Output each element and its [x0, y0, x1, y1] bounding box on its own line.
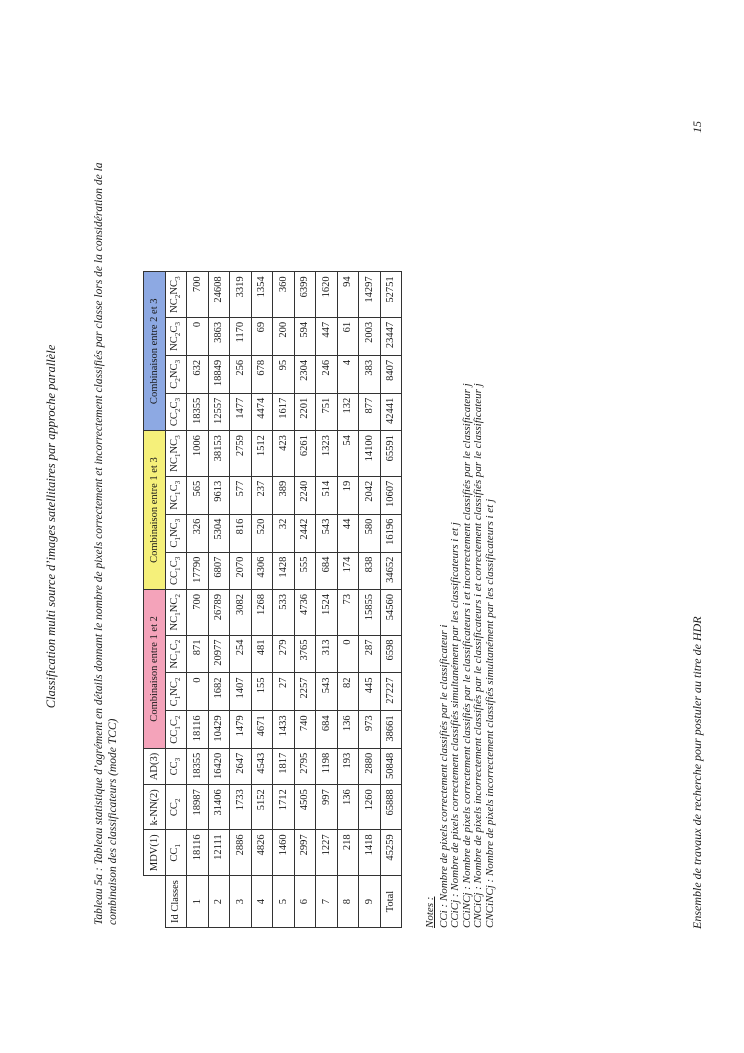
value-cell: 61	[337, 317, 359, 355]
value-cell: 389	[273, 476, 295, 514]
value-cell: 423	[273, 431, 295, 477]
value-cell: 1617	[273, 393, 295, 430]
value-cell: 1477	[230, 393, 252, 430]
value-cell: 18116	[187, 830, 209, 876]
table-row	[316, 272, 338, 928]
value-cell: 27227	[380, 673, 402, 711]
value-cell: 38153	[208, 431, 230, 477]
class-id-cell: 9	[359, 876, 381, 928]
combination-group-3: Combinaison entre 2 et 3	[144, 272, 166, 431]
value-cell: 136	[337, 711, 359, 748]
value-cell: 700	[187, 589, 209, 635]
notes-title: Notes :	[424, 896, 436, 928]
value-cell: 287	[359, 635, 381, 673]
value-cell: 10429	[208, 711, 230, 748]
value-cell: 4736	[294, 589, 316, 635]
value-cell: 16196	[380, 514, 402, 552]
value-cell: 27	[273, 673, 295, 711]
combination-group-1: Combinaison entre 1 et 2	[144, 589, 166, 748]
value-cell: 684	[316, 552, 338, 589]
note-line: CNCiNCj : Nombre de pixels incorrectement classifiés simultanément par les classificateurs i et j	[483, 498, 496, 928]
value-cell: 54560	[380, 589, 402, 635]
value-cell: 44	[337, 514, 359, 552]
value-cell: 751	[316, 393, 338, 430]
table-row	[230, 272, 252, 928]
value-cell: 1354	[251, 272, 273, 318]
combination-group-2: Combinaison entre 1 et 3	[144, 431, 166, 590]
value-cell: 1006	[187, 431, 209, 477]
value-cell: 6261	[294, 431, 316, 477]
value-cell: 565	[187, 476, 209, 514]
value-cell: 82	[337, 673, 359, 711]
value-cell: 4	[337, 355, 359, 393]
table-subheader-row	[165, 272, 187, 928]
value-cell: 16420	[208, 748, 230, 784]
note-line: CCiCj : Nombre de pixels correctement classifiés simultanément par les classificateurs i et j	[449, 522, 461, 928]
column-header: $CC_1C_2$	[165, 711, 187, 748]
value-cell: 24608	[208, 272, 230, 318]
value-cell: 155	[251, 673, 273, 711]
value-cell: 14297	[359, 272, 381, 318]
value-cell: 3082	[230, 589, 252, 635]
value-cell: 0	[337, 635, 359, 673]
value-cell: 4671	[251, 711, 273, 748]
value-cell: 0	[187, 673, 209, 711]
class-id-cell: 5	[273, 876, 295, 928]
value-cell: 18116	[187, 711, 209, 748]
table-row	[294, 272, 316, 928]
value-cell: 678	[251, 355, 273, 393]
value-cell: 2997	[294, 830, 316, 876]
value-cell: 4474	[251, 393, 273, 430]
value-cell: 34652	[380, 552, 402, 589]
value-cell: 1620	[316, 272, 338, 318]
method-header-3: AD(3)	[144, 748, 166, 784]
value-cell: 973	[359, 711, 381, 748]
value-cell: 15855	[359, 589, 381, 635]
value-cell: 2886	[230, 830, 252, 876]
note-line: CCiNCj : Nombre de pixels correctement classifiés par le classificateurs i et incorrectement classifiés par le classificateur j	[460, 383, 473, 928]
value-cell: 871	[187, 635, 209, 673]
column-header: $CC_1C_3$	[165, 552, 187, 589]
table-row	[359, 272, 381, 928]
value-cell: 73	[337, 589, 359, 635]
value-cell: 997	[316, 785, 338, 830]
value-cell: 816	[230, 514, 252, 552]
value-cell: 594	[294, 317, 316, 355]
value-cell: 1460	[273, 830, 295, 876]
value-cell: 174	[337, 552, 359, 589]
value-cell: 12111	[208, 830, 230, 876]
value-cell: 838	[359, 552, 381, 589]
value-cell: 481	[251, 635, 273, 673]
value-cell: 9613	[208, 476, 230, 514]
value-cell: 95	[273, 355, 295, 393]
value-cell: 2201	[294, 393, 316, 430]
method-header-1: MDV(1)	[144, 830, 166, 876]
class-id-cell: 4	[251, 876, 273, 928]
agreement-table	[143, 271, 402, 928]
value-cell: 94	[337, 272, 359, 318]
value-cell: 684	[316, 711, 338, 748]
footer-text: Ensemble de travaux de recherche pour postuler au titre de HDR	[690, 616, 704, 929]
value-cell: 326	[187, 514, 209, 552]
table-row	[187, 272, 209, 928]
value-cell: 32	[273, 514, 295, 552]
value-cell: 279	[273, 635, 295, 673]
value-cell: 4306	[251, 552, 273, 589]
method-header-2: k-NN(2)	[144, 785, 166, 830]
column-header: $NC_2NC_3$	[165, 272, 187, 318]
value-cell: 514	[316, 476, 338, 514]
value-cell: 1323	[316, 431, 338, 477]
value-cell: 2003	[359, 317, 381, 355]
value-cell: 2257	[294, 673, 316, 711]
value-cell: 1512	[251, 431, 273, 477]
value-cell: 1479	[230, 711, 252, 748]
value-cell: 877	[359, 393, 381, 430]
value-cell: 2880	[359, 748, 381, 784]
value-cell: 218	[337, 830, 359, 876]
value-cell: 2042	[359, 476, 381, 514]
column-header: $NC_1C_2$	[165, 635, 187, 673]
table-row	[337, 272, 359, 928]
class-id-cell: 2	[208, 876, 230, 928]
column-header: $C_2NC_3$	[165, 355, 187, 393]
value-cell: 20977	[208, 635, 230, 673]
column-header: $NC_1NC_3$	[165, 431, 187, 477]
value-cell: 18987	[187, 785, 209, 830]
note-line: CNCiCj : Nombre de pixels incorrectement classifiés par le classificateurs i et correctement classifiés par le classificateur j	[472, 383, 484, 928]
value-cell: 1428	[273, 552, 295, 589]
running-header: Classification multi source d’images satellitaires par approche parallèle	[44, 344, 58, 709]
column-header: $CC_1$	[165, 830, 187, 876]
table-row	[380, 272, 402, 928]
value-cell: 555	[294, 552, 316, 589]
value-cell: 10607	[380, 476, 402, 514]
value-cell: 3765	[294, 635, 316, 673]
value-cell: 1817	[273, 748, 295, 784]
column-header: $C_1NC_3$	[165, 514, 187, 552]
value-cell: 4826	[251, 830, 273, 876]
value-cell: 2240	[294, 476, 316, 514]
note-line: CCi : Nombre de pixels correctement classifiés par le classificateur i	[437, 624, 450, 928]
class-id-cell: 1	[187, 876, 209, 928]
value-cell: 4505	[294, 785, 316, 830]
value-cell: 246	[316, 355, 338, 393]
value-cell: 54	[337, 431, 359, 477]
value-cell: 2442	[294, 514, 316, 552]
value-cell: 2759	[230, 431, 252, 477]
value-cell: 2304	[294, 355, 316, 393]
value-cell: 3863	[208, 317, 230, 355]
value-cell: 445	[359, 673, 381, 711]
column-header: $C_1NC_2$	[165, 673, 187, 711]
value-cell: 193	[337, 748, 359, 784]
value-cell: 2070	[230, 552, 252, 589]
value-cell: 383	[359, 355, 381, 393]
value-cell: 543	[316, 673, 338, 711]
class-id-cell: 8	[337, 876, 359, 928]
value-cell: 1418	[359, 830, 381, 876]
value-cell: 1170	[230, 317, 252, 355]
value-cell: 5152	[251, 785, 273, 830]
value-cell: 26789	[208, 589, 230, 635]
value-cell: 577	[230, 476, 252, 514]
value-cell: 543	[316, 514, 338, 552]
value-cell: 520	[251, 514, 273, 552]
class-id-cell: 7	[316, 876, 338, 928]
value-cell: 254	[230, 635, 252, 673]
value-cell: 14100	[359, 431, 381, 477]
column-header: $CC_2C_3$	[165, 393, 187, 430]
value-cell: 8407	[380, 355, 402, 393]
value-cell: 1407	[230, 673, 252, 711]
value-cell: 38661	[380, 711, 402, 748]
value-cell: 5304	[208, 514, 230, 552]
value-cell: 447	[316, 317, 338, 355]
id-classes-header: Id Classes	[165, 876, 187, 928]
header-blank-cell	[144, 876, 166, 928]
value-cell: 19	[337, 476, 359, 514]
value-cell: 2647	[230, 748, 252, 784]
value-cell: 65888	[380, 785, 402, 830]
value-cell: 18849	[208, 355, 230, 393]
class-id-cell: Total	[380, 876, 402, 928]
value-cell: 313	[316, 635, 338, 673]
value-cell: 52751	[380, 272, 402, 318]
value-cell: 237	[251, 476, 273, 514]
value-cell: 12557	[208, 393, 230, 430]
value-cell: 2795	[294, 748, 316, 784]
value-cell: 1733	[230, 785, 252, 830]
column-header: $NC_1NC_2$	[165, 589, 187, 635]
value-cell: 17790	[187, 552, 209, 589]
value-cell: 256	[230, 355, 252, 393]
value-cell: 69	[251, 317, 273, 355]
value-cell: 50848	[380, 748, 402, 784]
value-cell: 580	[359, 514, 381, 552]
column-header: $CC_3$	[165, 748, 187, 784]
value-cell: 45259	[380, 830, 402, 876]
page-number: 15	[690, 121, 704, 133]
value-cell: 632	[187, 355, 209, 393]
column-header: $NC_2C_3$	[165, 317, 187, 355]
value-cell: 136	[337, 785, 359, 830]
column-header: $NC_1C_3$	[165, 476, 187, 514]
value-cell: 31406	[208, 785, 230, 830]
value-cell: 4543	[251, 748, 273, 784]
value-cell: 1198	[316, 748, 338, 784]
notes-lines	[439, 128, 497, 928]
value-cell: 132	[337, 393, 359, 430]
value-cell: 200	[273, 317, 295, 355]
value-cell: 18355	[187, 393, 209, 430]
value-cell: 740	[294, 711, 316, 748]
value-cell: 23447	[380, 317, 402, 355]
column-header: $CC_2$	[165, 785, 187, 830]
value-cell: 533	[273, 589, 295, 635]
value-cell: 42441	[380, 393, 402, 430]
table-row	[251, 272, 273, 928]
value-cell: 700	[187, 272, 209, 318]
value-cell: 1227	[316, 830, 338, 876]
class-id-cell: 3	[230, 876, 252, 928]
value-cell: 1712	[273, 785, 295, 830]
value-cell: 6807	[208, 552, 230, 589]
value-cell: 1260	[359, 785, 381, 830]
table-row	[273, 272, 295, 928]
class-id-cell: 6	[294, 876, 316, 928]
table-caption: Tableau 5a : Tableau statistique d’agrément en détails donnant le nombre de pixels correctement et incorrectement classifiés par classe lors de la considération de la combinaison des classificateurs (mode TCC)	[93, 162, 119, 925]
value-cell: 360	[273, 272, 295, 318]
table-header-row	[144, 272, 166, 928]
value-cell: 1682	[208, 673, 230, 711]
value-cell: 18355	[187, 748, 209, 784]
table-row	[208, 272, 230, 928]
value-cell: 3319	[230, 272, 252, 318]
value-cell: 65591	[380, 431, 402, 477]
value-cell: 1433	[273, 711, 295, 748]
value-cell: 0	[187, 317, 209, 355]
value-cell: 6399	[294, 272, 316, 318]
value-cell: 6598	[380, 635, 402, 673]
notes	[425, 128, 496, 928]
value-cell: 1268	[251, 589, 273, 635]
value-cell: 1524	[316, 589, 338, 635]
